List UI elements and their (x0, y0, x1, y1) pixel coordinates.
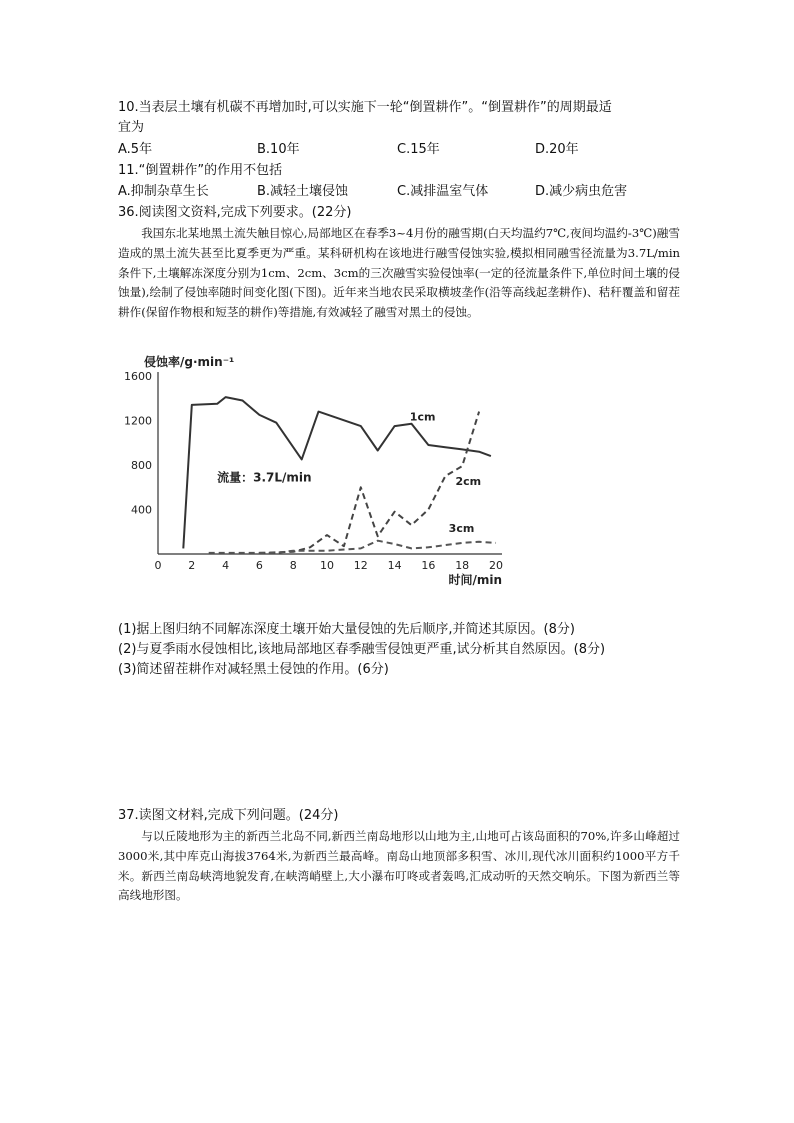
q10-stem-line1: 10.当表层土壤有机碳不再增加时,可以实施下一轮“倒置耕作”。“倒置耕作”的周期最适 (118, 100, 612, 115)
x-tick-label: 2 (188, 559, 196, 572)
q37-passage-text: 与以丘陵地形为主的新西兰北岛不同,新西兰南岛地形以山地为主,山地可占该岛面积的70%,许多山峰超过3000米,其中库克山海拔3764米,为新西兰最高峰。南岛山地顶部多积雪、冰川,现代冰川面积约1000平方千米。新西兰南岛峡湾地貌发育,在峡湾峭壁上,大小瀑布叮咚或者轰鸣,汇成动听的天然交响乐。下图为新西兰等高线地形图。 (118, 829, 680, 903)
q36-question-2: (2)与夏季雨水侵蚀相比,该地局部地区春季融雪侵蚀更严重,试分析其自然原因。(8分) (118, 642, 606, 657)
chart-labels (144, 354, 502, 587)
x-tick-label: 10 (320, 559, 334, 572)
erosion-rate-chart (118, 348, 518, 588)
x-tick-label: 14 (387, 559, 402, 572)
q36-passage-text: 我国东北某地黑土流失触目惊心,局部地区在春季3~4月份的融雪期(白天均温约7℃,夜间均温约-3℃)融雪造成的黑土流失甚至比夏季更为严重。某科研机构在该地进行融雪侵蚀实验,模拟相同融雪径流量为3.7L/min条件下,土壤解冻深度分别为1cm、2cm、3cm的三次融雪实验侵蚀率(一定的径流量条件下,单位时间土壤的侵蚀量),绘制了侵蚀率随时间变化图(下图)。近年来当地农民采取横坡垄作(沿等高线起垄耕作)、秸秆覆盖和留茬耕作(保留作物根和短茎的耕作)等措施,有效减轻了融雪对黑土的侵蚀。 (118, 226, 680, 320)
q36-question-1: (1)据上图归纳不同解冻深度土壤开始大量侵蚀的先后顺序,并简述其原因。(8分) (118, 622, 575, 637)
x-tick-label: 8 (289, 559, 297, 572)
y-axis-title: 侵蚀率/g·min⁻¹ (144, 355, 235, 369)
q10-option-b: B.10年 (257, 142, 300, 157)
q11-stem: 11.“倒置耕作”的作用不包括 (118, 163, 283, 178)
series-label-1cm: 1cm (409, 410, 436, 424)
q11-option-c: C.减排温室气体 (397, 184, 489, 199)
q10-option-d: D.20年 (535, 142, 579, 157)
series-line-3cm (209, 541, 496, 553)
q10-stem-line2: 宜为 (118, 120, 145, 135)
q10-option-c: C.15年 (397, 142, 440, 157)
q36-header: 36.阅读图文资料,完成下列要求。(22分) (118, 205, 352, 220)
x-axis-title: 时间/min (448, 573, 502, 587)
x-tick-label: 0 (154, 559, 162, 572)
q36-question-3: (3)简述留茬耕作对减轻黑土侵蚀的作用。(6分) (118, 662, 389, 677)
y-tick-label: 800 (131, 459, 152, 472)
q36-passage (118, 224, 680, 323)
y-tick-label: 1600 (124, 370, 152, 383)
y-tick-label: 1200 (124, 414, 152, 428)
x-tick-label: 18 (455, 559, 470, 572)
q37-passage (118, 827, 680, 906)
series-label-2cm: 2cm (455, 475, 482, 489)
q37-header: 37.读图文材料,完成下列问题。(24分) (118, 808, 339, 823)
q11-option-d: D.减少病虫危害 (535, 184, 628, 199)
q11-option-b: B.减轻土壤侵蚀 (257, 184, 349, 199)
flow-annotation: 流量：3.7L/min (217, 470, 312, 485)
x-tick-label: 4 (222, 559, 230, 572)
series-label-3cm: 3cm (448, 521, 475, 535)
q10-option-a: A.5年 (118, 142, 153, 157)
y-tick-label: 400 (131, 503, 152, 517)
chart-ticks (124, 370, 503, 572)
x-tick-label: 12 (353, 559, 368, 572)
x-tick-label: 16 (421, 559, 436, 572)
q11-option-a: A.抑制杂草生长 (118, 184, 209, 199)
x-tick-label: 6 (255, 559, 263, 572)
x-tick-label: 20 (489, 559, 503, 572)
